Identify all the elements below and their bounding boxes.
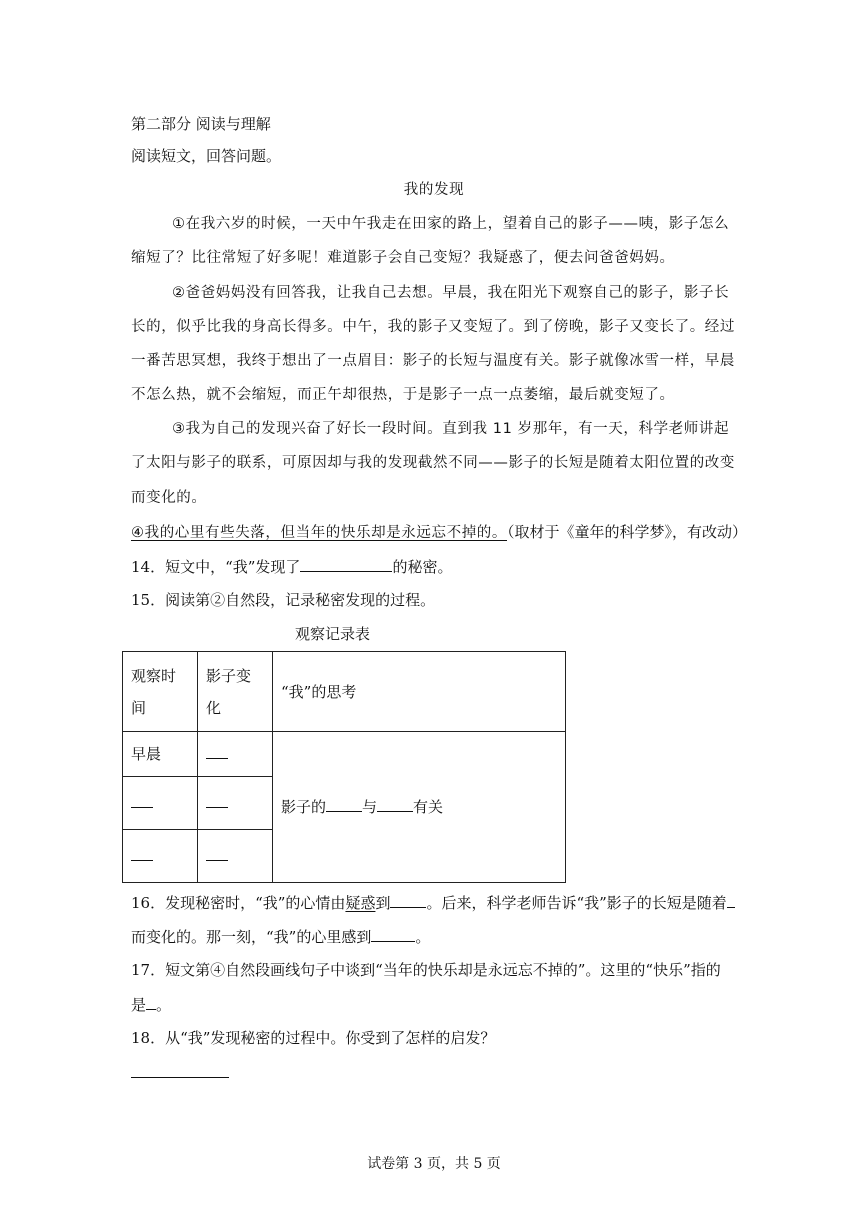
section-heading: 第二部分 阅读与理解: [131, 115, 271, 133]
answer-blank[interactable]: [390, 892, 426, 908]
row-time-blank[interactable]: [123, 830, 198, 883]
answer-blank[interactable]: [300, 556, 392, 572]
question-16: 16．发现秘密时，“我”的心情由疑惑到 。后来，科学老师告诉“我”影子的长短是随着: [131, 892, 735, 913]
question-14-text-end: 的秘密。: [392, 558, 453, 576]
header-time: 观察时 间: [123, 652, 198, 732]
question-18: 18．从“我”发现秘密的过程中。你受到了怎样的启发？: [131, 1029, 496, 1047]
row-change-blank[interactable]: [198, 732, 273, 777]
article-line: ③我为自己的发现兴奋了好长一段时间。直到我 11 岁那年，有一天，科学老师讲起: [172, 421, 730, 437]
question-14: [131, 556, 452, 577]
answer-blank[interactable]: [131, 1062, 229, 1078]
question-18-answer[interactable]: [131, 1062, 229, 1083]
article-line: 不怎么热，就不会缩短，而正午却很热，于是影子一点一点萎缩，最后就变短了。: [131, 387, 675, 403]
article-line: 而变化的。: [131, 490, 207, 506]
answer-blank[interactable]: [326, 796, 362, 812]
thinking-cell: 影子的 与 有关: [273, 732, 566, 883]
answer-blank[interactable]: [146, 994, 156, 1010]
underlined-sentence: ④我的心里有些失落，但当年的快乐却是永远忘不掉的。: [131, 525, 507, 541]
article-source: （取材于《童年的科学梦》，有改动）: [507, 523, 748, 541]
question-17-cont: 是 。: [131, 996, 172, 1014]
header-shadow-change: 影子变 化: [198, 652, 273, 732]
observation-table: [122, 651, 566, 883]
answer-blank[interactable]: [371, 926, 415, 942]
article-line: 了太阳与影子的联系，可原因却与我的发现截然不同——影子的长短是随着太阳位置的改变: [131, 455, 735, 471]
question-16-cont: 而变化的。那一刻，“我”的心里感到 。: [131, 928, 431, 946]
article-line: 一番苦思冥想，我终于想出了一点眉目：影子的长短与温度有关。影子就像冰雪一样，早晨: [131, 353, 735, 369]
question-17: 17．短文第④自然段画线句子中谈到“当年的快乐却是永远忘不掉的”。这里的“快乐”指的: [131, 961, 721, 979]
answer-blank[interactable]: [727, 892, 735, 908]
page-footer: 试卷第 3 页，共 5 页: [367, 1156, 501, 1172]
answer-blank[interactable]: [377, 796, 413, 812]
article-paragraph-4: [131, 522, 747, 543]
row-time-blank[interactable]: [123, 777, 198, 830]
question-15: 15．阅读第②自然段，记录秘密发现的过程。: [131, 591, 436, 609]
article-line: ②爸爸妈妈没有回答我，让我自己去想。早晨，我在阳光下观察自己的影子，影子长: [172, 285, 730, 301]
table-caption: 观察记录表: [295, 625, 371, 643]
question-14-text: 14．短文中，“我”发现了: [131, 558, 301, 576]
article-line: ①在我六岁的时候，一天中午我走在田家的路上，望着自己的影子——咦，影子怎么: [172, 216, 730, 232]
header-thinking: “我”的思考: [273, 652, 566, 732]
row-change-blank[interactable]: [198, 777, 273, 830]
row-change-blank[interactable]: [198, 830, 273, 883]
article-line: 长的，似乎比我的身高长得多。中午，我的影子又变短了。到了傍晚，影子又变长了。经过: [131, 319, 735, 335]
row-time-morning: 早晨: [123, 732, 198, 777]
section-instruction: 阅读短文，回答问题。: [131, 147, 282, 165]
article-title: 我的发现: [403, 182, 465, 198]
article-line: 缩短了？比往常短了好多呢！难道影子会自己变短？我疑惑了，便去问爸爸妈妈。: [131, 250, 675, 266]
underlined-word: 疑惑: [345, 894, 376, 912]
